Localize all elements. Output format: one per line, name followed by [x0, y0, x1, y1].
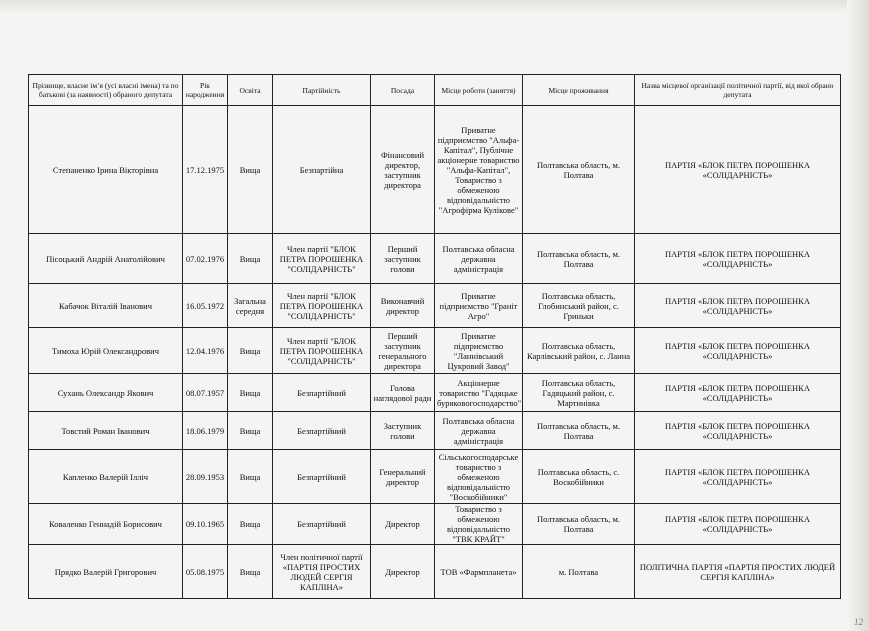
deputies-table: [28, 74, 841, 599]
cell-education: Вища: [228, 412, 273, 450]
cell-org: ПАРТІЯ «БЛОК ПЕТРА ПОРОШЕНКА «СОЛІДАРНІСТЬ»: [635, 374, 841, 412]
cell-name: Тимоха Юрій Олександрович: [29, 328, 183, 374]
cell-org: ПАРТІЯ «БЛОК ПЕТРА ПОРОШЕНКА «СОЛІДАРНІСТЬ»: [635, 450, 841, 504]
cell-residence: Полтавська область, с. Воскобійники: [523, 450, 635, 504]
cell-residence: Полтавська область, м. Полтава: [523, 106, 635, 234]
cell-education: Вища: [228, 374, 273, 412]
cell-position: Виконавчий директор: [371, 284, 435, 328]
cell-work: Приватне підприємство "Ланнівський Цукровий Завод": [435, 328, 523, 374]
cell-birth: 05.08.1975: [183, 545, 228, 599]
cell-name: Степаненко Ірина Вікторівна: [29, 106, 183, 234]
cell-party: Член партії "БЛОК ПЕТРА ПОРОШЕНКА "СОЛІДАРНІСТЬ": [273, 234, 371, 284]
cell-org: ПАРТІЯ «БЛОК ПЕТРА ПОРОШЕНКА «СОЛІДАРНІСТЬ»: [635, 106, 841, 234]
cell-residence: Полтавська область, Гадяцький район, с. Мартинівка: [523, 374, 635, 412]
cell-education: Вища: [228, 504, 273, 545]
cell-education: Вища: [228, 328, 273, 374]
cell-party: Член партії "БЛОК ПЕТРА ПОРОШЕНКА "СОЛІДАРНІСТЬ": [273, 328, 371, 374]
header-name: Прізвище, власне ім’я (усі власні імена) та по батькові (за наявності) обраного депутата: [29, 75, 183, 106]
page-side-mark: 12: [854, 617, 863, 627]
cell-birth: 12.04.1976: [183, 328, 228, 374]
cell-residence: Полтавська область, Глобинський район, с. Гриньки: [523, 284, 635, 328]
cell-position: Голова наглядової ради: [371, 374, 435, 412]
cell-work: Приватне підприємство "Граніт Агро": [435, 284, 523, 328]
cell-org: ПАРТІЯ «БЛОК ПЕТРА ПОРОШЕНКА «СОЛІДАРНІСТЬ»: [635, 412, 841, 450]
cell-name: Товстий Роман Іванович: [29, 412, 183, 450]
cell-education: Вища: [228, 545, 273, 599]
cell-name: Кабачок Віталій Іванович: [29, 284, 183, 328]
cell-birth: 18.06.1979: [183, 412, 228, 450]
header-work: Місце роботи (заняття): [435, 75, 523, 106]
cell-education: Вища: [228, 450, 273, 504]
cell-party: Безпартійний: [273, 374, 371, 412]
cell-residence: Полтавська область, м. Полтава: [523, 504, 635, 545]
cell-party: Безпартійний: [273, 504, 371, 545]
cell-party: Член партії "БЛОК ПЕТРА ПОРОШЕНКА "СОЛІДАРНІСТЬ": [273, 284, 371, 328]
cell-position: Заступник голови: [371, 412, 435, 450]
cell-party: Член політичної партії «ПАРТІЯ ПРОСТИХ ЛЮДЕЙ СЕРГІЯ КАПЛІНА»: [273, 545, 371, 599]
cell-work: ТОВ «Фармпланета»: [435, 545, 523, 599]
cell-education: Загальна середня: [228, 284, 273, 328]
table-row: [29, 412, 841, 450]
cell-work: Товариство з обмеженою відповідальністю "ТВК КРАЙТ": [435, 504, 523, 545]
cell-work: Сільськогосподарське товариство з обмеженою відповідальністю "Воскобійники": [435, 450, 523, 504]
cell-work: Приватне підприємство "Альфа-Капітал", Публічне акціонерне товариство "Альфа-Капітал", Товариство з обмеженою відповідальністю "Агрофірма Кулікове": [435, 106, 523, 234]
table-row: [29, 234, 841, 284]
cell-org: ПАРТІЯ «БЛОК ПЕТРА ПОРОШЕНКА «СОЛІДАРНІСТЬ»: [635, 284, 841, 328]
cell-birth: 08.07.1957: [183, 374, 228, 412]
cell-position: Директор: [371, 504, 435, 545]
cell-work: Полтавська обласна державна адміністрація: [435, 234, 523, 284]
cell-name: Сухань Олександр Якович: [29, 374, 183, 412]
table-row: [29, 374, 841, 412]
cell-position: Перший заступник голови: [371, 234, 435, 284]
cell-residence: м. Полтава: [523, 545, 635, 599]
cell-residence: Полтавська область, м. Полтава: [523, 234, 635, 284]
cell-birth: 09.10.1965: [183, 504, 228, 545]
table-row: [29, 328, 841, 374]
cell-position: Фінансовий директор, заступник директора: [371, 106, 435, 234]
header-residence: Місце проживання: [523, 75, 635, 106]
cell-party: Безпартійна: [273, 106, 371, 234]
cell-education: Вища: [228, 234, 273, 284]
table-row: [29, 504, 841, 545]
cell-org: ПАРТІЯ «БЛОК ПЕТРА ПОРОШЕНКА «СОЛІДАРНІСТЬ»: [635, 328, 841, 374]
cell-party: Безпартійний: [273, 450, 371, 504]
header-education: Освіта: [228, 75, 273, 106]
table-row: [29, 106, 841, 234]
cell-name: Коваленко Геннадій Борисович: [29, 504, 183, 545]
table-row: [29, 450, 841, 504]
header-org: Назва місцевої організації політичної партії, від якої обрано депутата: [635, 75, 841, 106]
cell-position: Генеральний директор: [371, 450, 435, 504]
cell-work: Акціонерне товариство "Гадяцьке буряковогосподарство": [435, 374, 523, 412]
cell-birth: 17.12.1975: [183, 106, 228, 234]
table-row: [29, 284, 841, 328]
cell-name: Пісоцький Андрій Анатолійович: [29, 234, 183, 284]
table-header-row: [29, 75, 841, 106]
cell-name: Капленко Валерій Ілліч: [29, 450, 183, 504]
scan-edge-right: [847, 0, 869, 631]
cell-birth: 28.09.1953: [183, 450, 228, 504]
cell-education: Вища: [228, 106, 273, 234]
cell-party: Безпартійний: [273, 412, 371, 450]
cell-name: Прядко Валерій Григорович: [29, 545, 183, 599]
cell-birth: 07.02.1976: [183, 234, 228, 284]
cell-work: Полтавська обласна державна адміністрація: [435, 412, 523, 450]
header-position: Посада: [371, 75, 435, 106]
header-birth: Рік народження: [183, 75, 228, 106]
header-party: Партійність: [273, 75, 371, 106]
cell-org: ПАРТІЯ «БЛОК ПЕТРА ПОРОШЕНКА «СОЛІДАРНІСТЬ»: [635, 504, 841, 545]
scan-edge-top: [0, 0, 869, 14]
cell-position: Директор: [371, 545, 435, 599]
cell-birth: 16.05.1972: [183, 284, 228, 328]
cell-org: ПАРТІЯ «БЛОК ПЕТРА ПОРОШЕНКА «СОЛІДАРНІСТЬ»: [635, 234, 841, 284]
cell-position: Перший заступник генерального директора: [371, 328, 435, 374]
cell-residence: Полтавська область, м. Полтава: [523, 412, 635, 450]
cell-residence: Полтавська область, Карлівський район, с. Ланна: [523, 328, 635, 374]
cell-org: ПОЛІТИЧНА ПАРТІЯ «ПАРТІЯ ПРОСТИХ ЛЮДЕЙ СЕРГІЯ КАПЛІНА»: [635, 545, 841, 599]
table-row: [29, 545, 841, 599]
